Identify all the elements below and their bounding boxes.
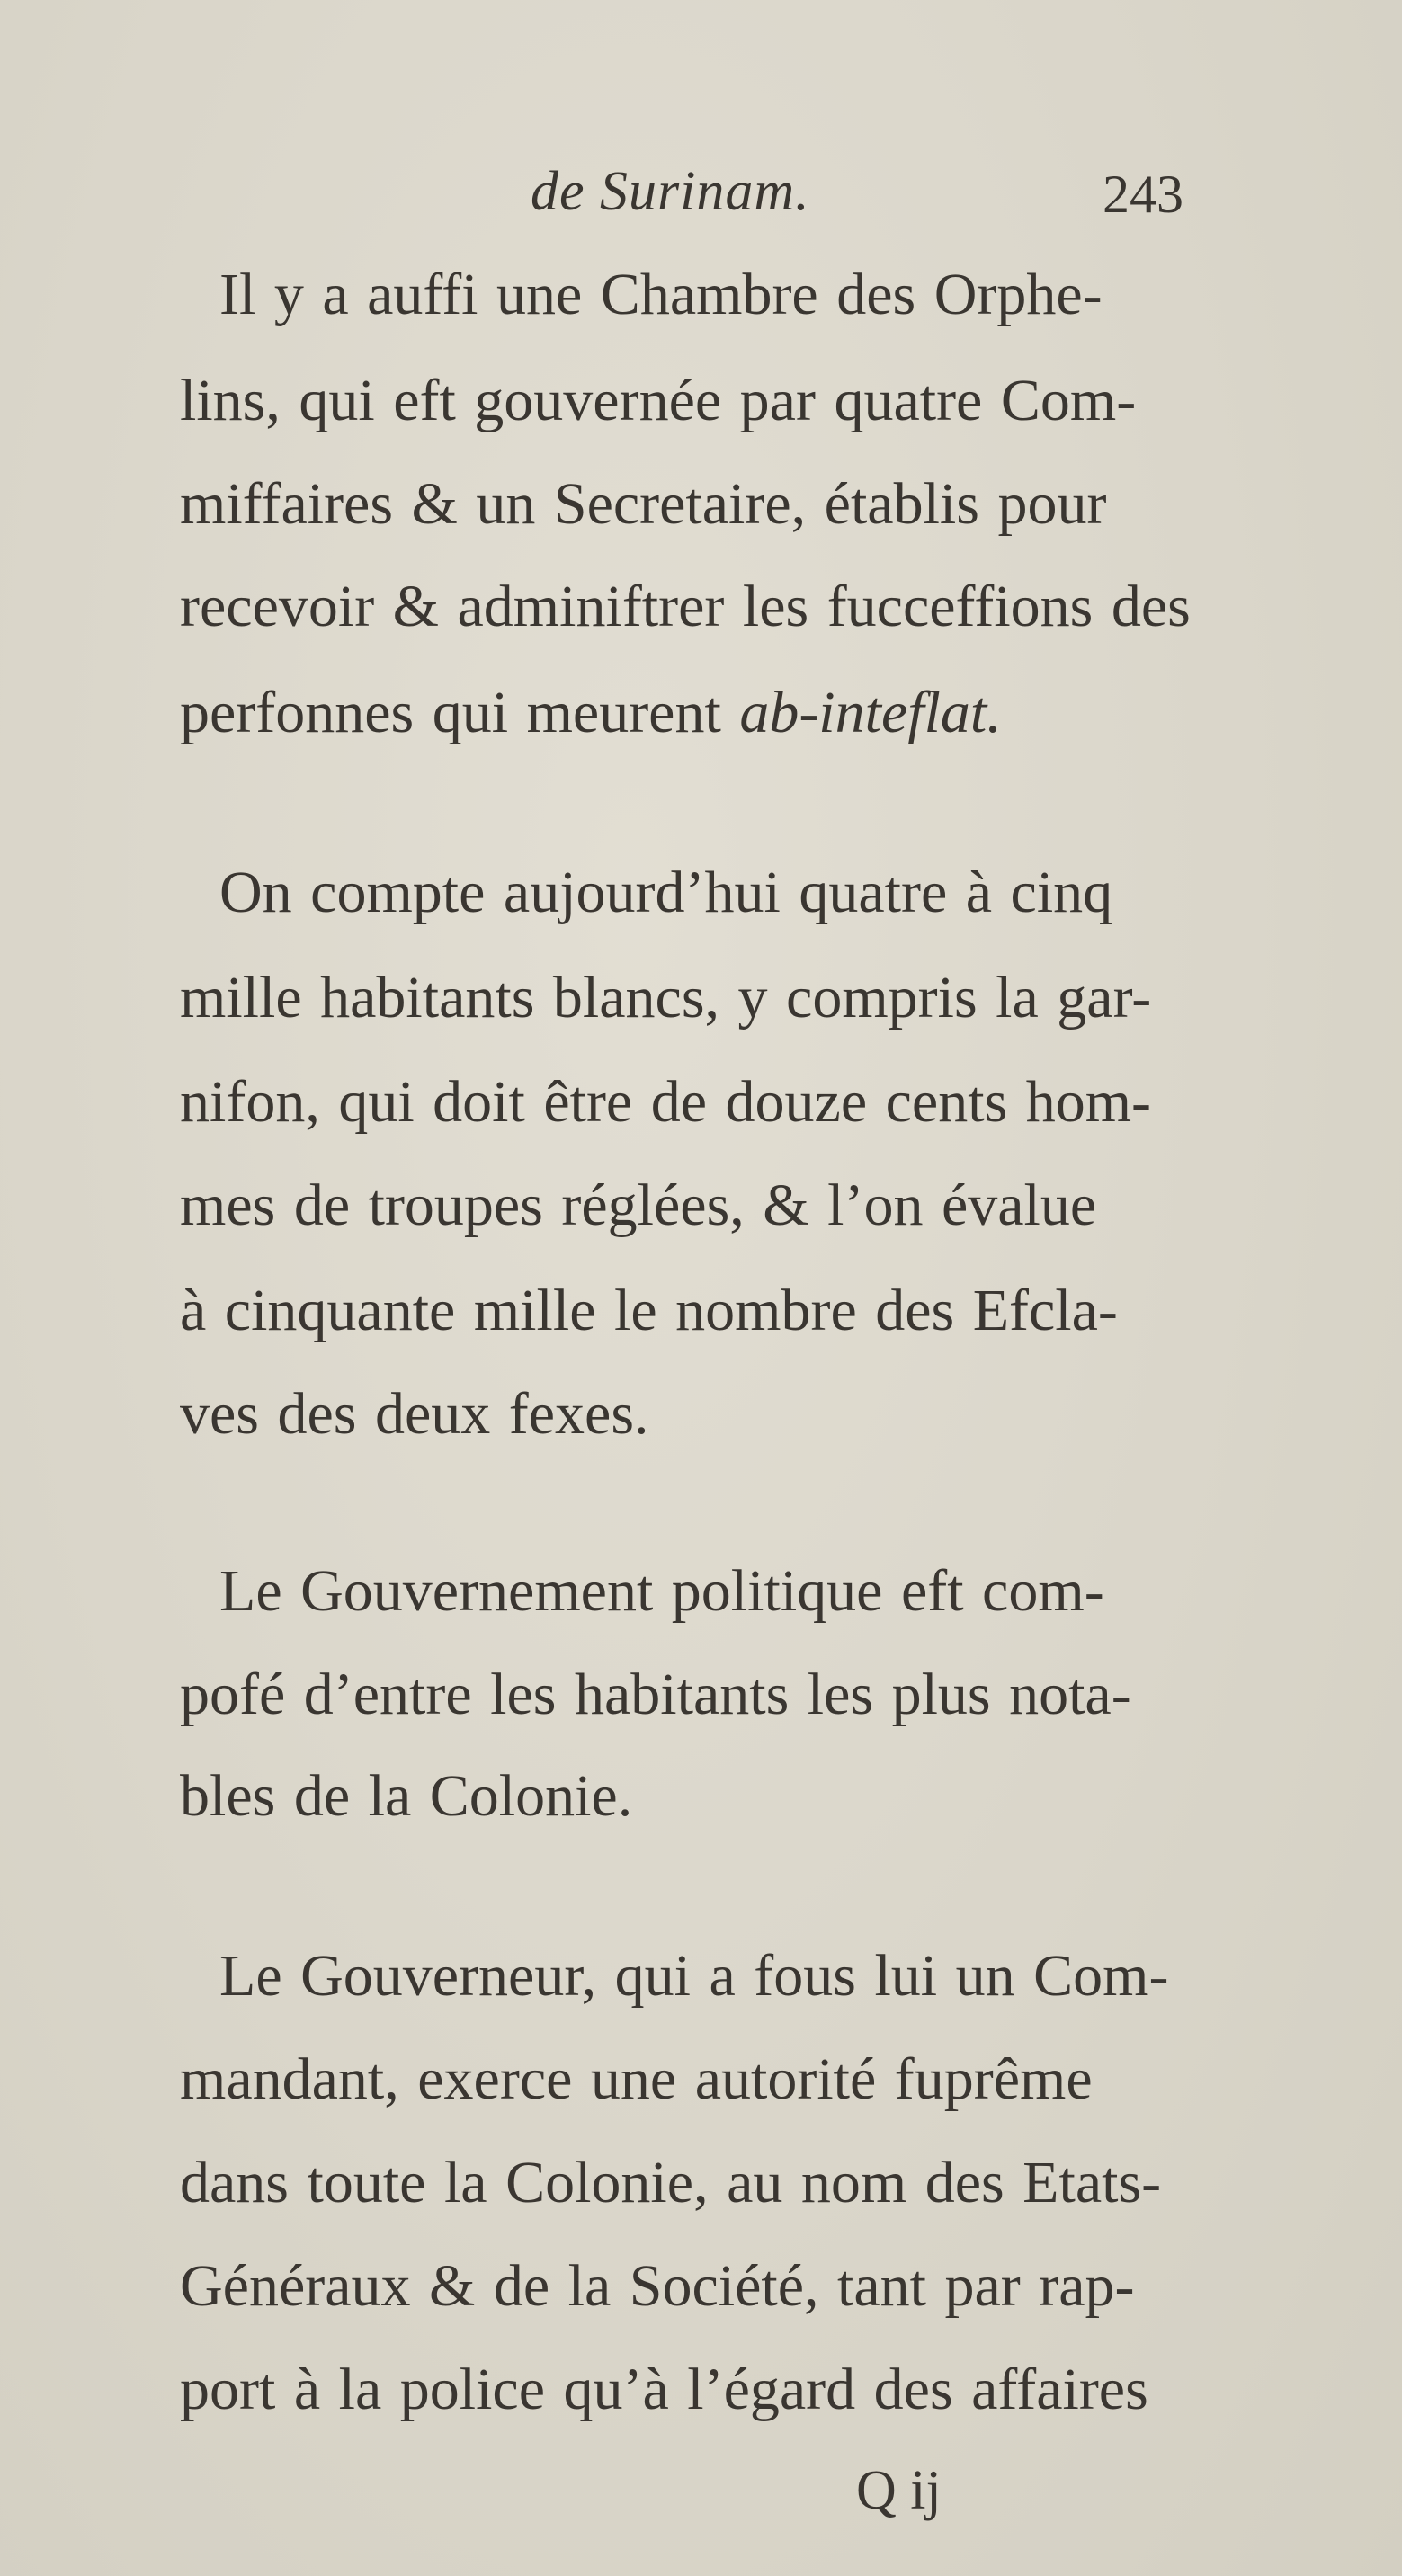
text-line: mandant, exerce une autorité fuprême [180, 2046, 1093, 2112]
text-line: mes de troupes réglées, & l’on évalue [180, 1172, 1097, 1238]
text-line: à cinquante mille le nombre des Efcla- [180, 1278, 1118, 1343]
text-line: ves des deux fexes. [180, 1381, 649, 1447]
text-line: Le Gouverneur, qui a fous lui un Com- [219, 1943, 1169, 2009]
text-line: miffaires & un Secretaire, établis pour [180, 471, 1107, 537]
text-line: port à la police qu’à l’égard des affaires [180, 2357, 1148, 2422]
text-line: Généraux & de la Société, tant par rap- [180, 2253, 1135, 2319]
text-line: nifon, qui doit être de douze cents hom- [180, 1069, 1152, 1135]
text-line: bles de la Colonie. [180, 1763, 633, 1829]
signature-mark: Q ij [856, 2460, 942, 2521]
text-line: mille habitants blancs, y compris la gar- [180, 965, 1152, 1030]
text-line: Il y a auffi une Chambre des Orphe- [219, 262, 1103, 327]
text-line: On compte aujourd’hui quatre à cinq [219, 860, 1113, 925]
page-number: 243 [1103, 165, 1183, 224]
text-line: lins, qui eft gouvernée par quatre Com- [180, 368, 1137, 433]
text-line: dans toute la Colonie, au nom des Etats- [180, 2150, 1162, 2215]
text-line: perfonnes qui meurent ab-inteflat. [180, 680, 1002, 745]
text-line: pofé d’entre les habitants les plus nota- [180, 1662, 1131, 1727]
text-line: recevoir & adminiftrer les fucceffions des [180, 574, 1191, 639]
latin-term: ab-inteflat. [739, 680, 1002, 745]
text-line: Le Gouvernement politique eft com- [219, 1558, 1104, 1624]
running-title: de Surinam. [531, 161, 810, 222]
